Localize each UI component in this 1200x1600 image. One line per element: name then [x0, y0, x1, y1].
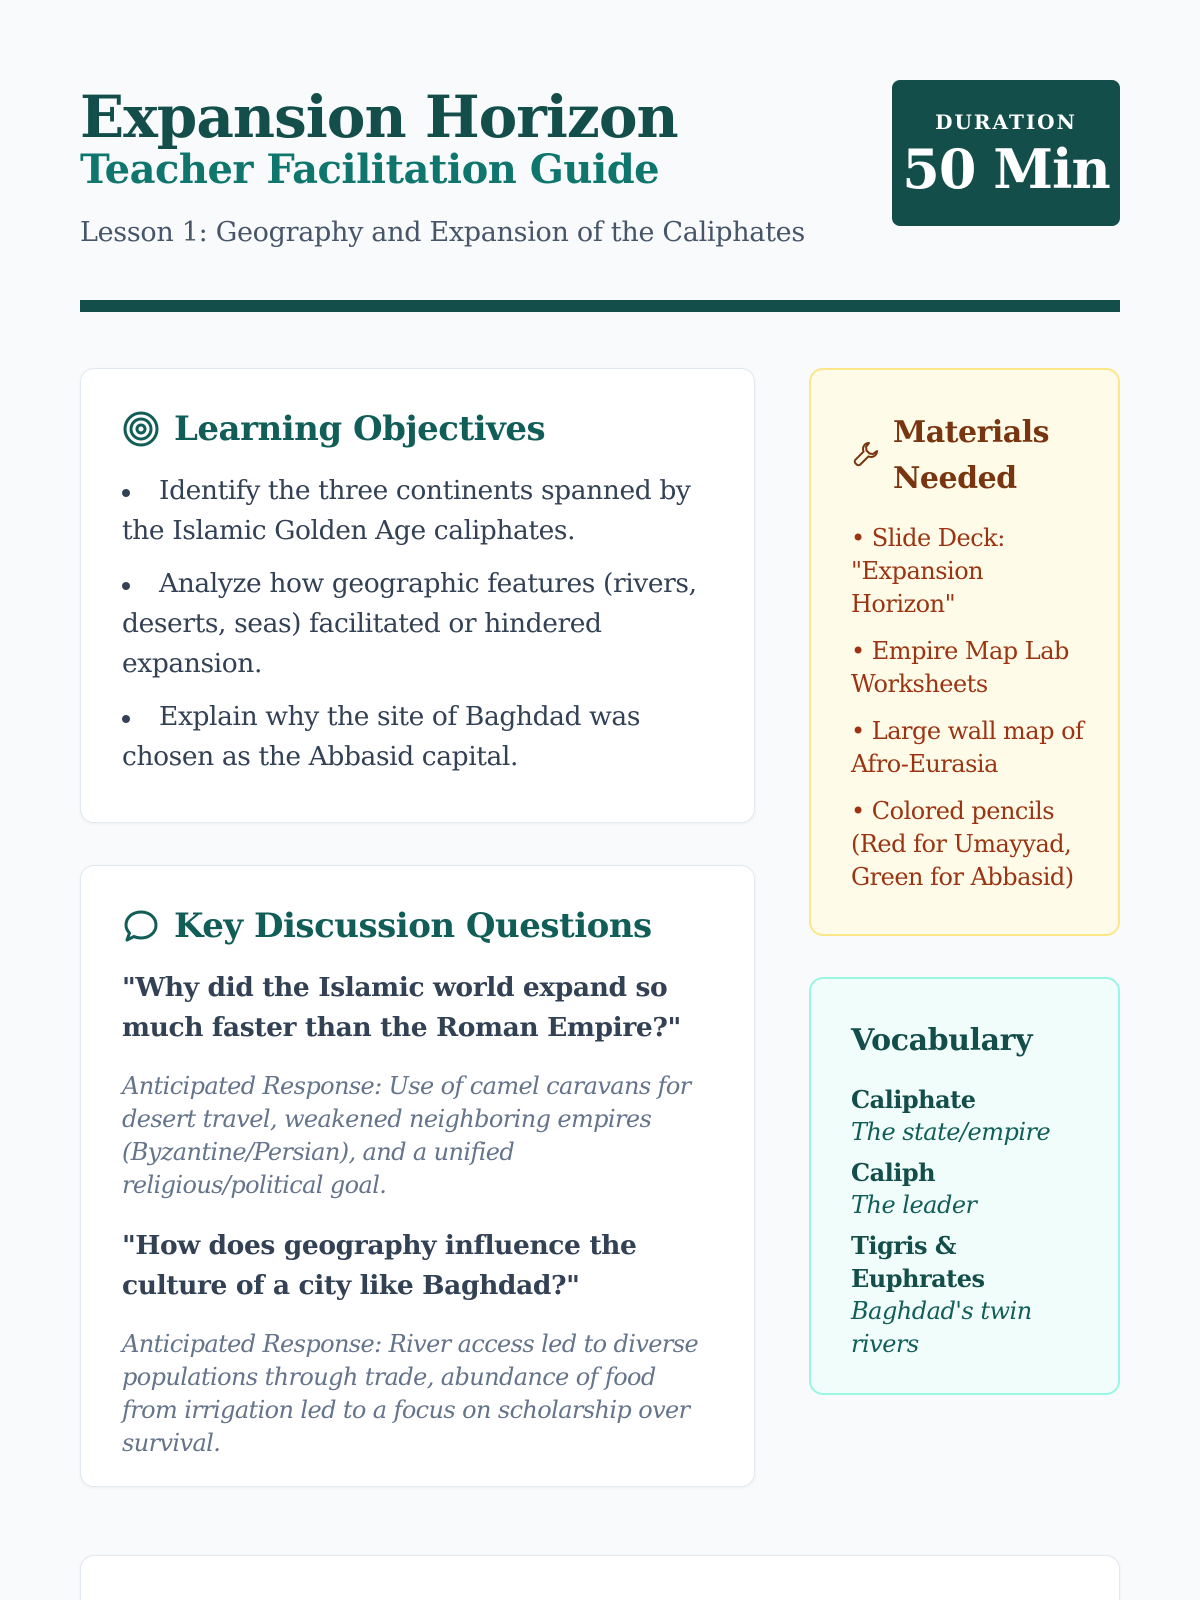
next-section-card: [80, 1555, 1120, 1600]
vocab-term: Caliphate: [851, 1085, 976, 1114]
vocab-term: Tigris & Euphrates: [851, 1231, 985, 1293]
header-divider: [80, 300, 1120, 312]
material-item: • Slide Deck: "Expansion Horizon": [851, 524, 1005, 618]
materials-heading: [851, 410, 1088, 502]
vocab-definition: The leader: [851, 1191, 977, 1219]
page-subtitle: Teacher Facilitation Guide: [80, 146, 660, 193]
vocab-term: Caliph: [851, 1158, 936, 1187]
objective-item: Explain why the site of Baghdad was chosen as the Abbasid capital.: [122, 697, 714, 777]
discussion-questions-heading: [122, 906, 714, 946]
objective-item: Identify the three continents spanned by the Islamic Golden Age caliphates.: [122, 471, 714, 551]
material-item: • Colored pencils (Red for Umayyad, Green for Abbasid): [851, 797, 1074, 891]
discussion-questions-card: [80, 865, 755, 1487]
page-header: [80, 80, 1120, 316]
wrench-icon: [851, 437, 881, 467]
speech-bubble-icon: [122, 907, 160, 945]
materials-title: Materials Needed: [893, 415, 1050, 496]
anticipated-response: Anticipated Response: River access led to diverse populations through trade, abundance of food from irrigation led to a focus on scholarship over survival.: [122, 1330, 699, 1457]
anticipated-response: Anticipated Response: Use of camel caravans for desert travel, weakened neighboring empires (Byzantine/Persian), and a unified religious/political goal.: [122, 1072, 691, 1199]
discussion-question: "How does geography influence the culture of a city like Baghdad?": [122, 1230, 637, 1301]
vocab-definition: Baghdad's twin rivers: [851, 1297, 1032, 1358]
learning-objectives-heading: [122, 409, 714, 449]
duration-badge: [892, 80, 1120, 226]
discussion-question: "Why did the Islamic world expand so much faster than the Roman Empire?": [122, 972, 681, 1043]
vocabulary-card: [809, 977, 1120, 1395]
target-icon: [122, 410, 160, 448]
materials-card: [809, 368, 1120, 936]
materials-list: [851, 522, 1088, 894]
material-item: • Empire Map Lab Worksheets: [851, 637, 1069, 698]
lesson-title: Lesson 1: Geography and Expansion of the Caliphates: [80, 217, 805, 248]
material-item: • Large wall map of Afro-Eurasia: [851, 717, 1084, 778]
vocabulary-title: Vocabulary: [851, 1023, 1033, 1058]
learning-objectives-title: Learning Objectives: [174, 409, 546, 449]
page-title: Expansion Horizon: [80, 83, 678, 151]
vocab-definition: The state/empire: [851, 1118, 1051, 1146]
duration-label: DURATION: [935, 110, 1077, 134]
discussion-questions-title: Key Discussion Questions: [174, 906, 652, 946]
learning-objectives-card: [80, 368, 755, 823]
duration-value: 50 Min: [902, 137, 1110, 201]
objectives-list: [122, 471, 714, 777]
objective-item: Analyze how geographic features (rivers, deserts, seas) facilitated or hindered expansion.: [122, 564, 714, 684]
